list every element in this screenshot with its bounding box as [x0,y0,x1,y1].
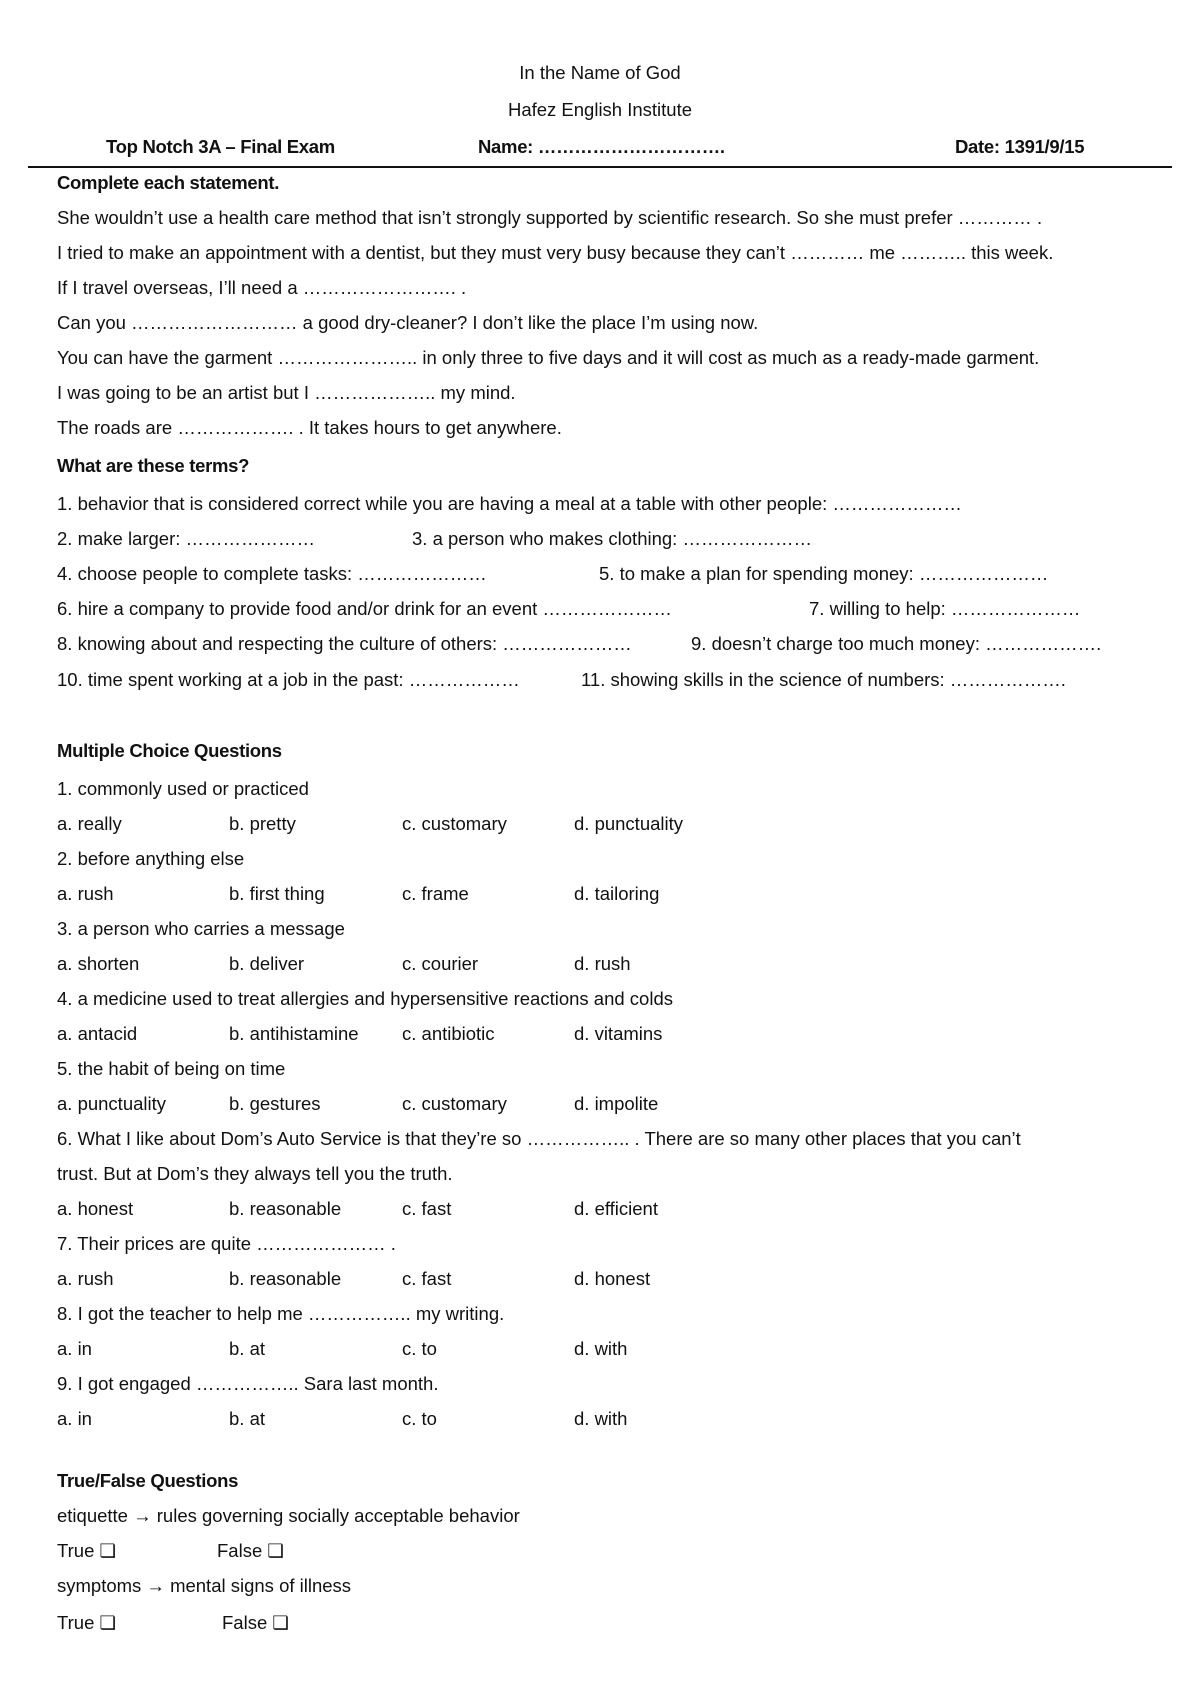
question-text: 6. What I like about Dom’s Auto Service is that they’re so …………….. . There are so many other places that you can’t [57,1128,1021,1149]
option-a: a. punctuality [57,1093,167,1114]
option-d: d. punctuality [574,813,684,834]
option-b: b. reasonable [229,1198,342,1219]
option-c: c. customary [402,1093,507,1114]
section-title-multiple-choice: Multiple Choice Questions [57,740,282,761]
option-c: c. to [402,1338,437,1359]
statement-item: I tried to make an appointment with a dentist, but they must very busy because they can’t ………… me ……….. this week. [57,242,1054,263]
question-text: 2. before anything else [57,848,245,869]
term-item: 11. showing skills in the science of numbers: ………………. [581,669,1066,690]
option-c: c. customary [402,813,507,834]
option-b: b. pretty [229,813,296,834]
option-b: b. antihistamine [229,1023,359,1044]
question-text-continued: trust. But at Dom’s they always tell you the truth. [57,1163,453,1184]
option-c: c. frame [402,883,469,904]
option-c: c. courier [402,953,479,974]
term-item: 5. to make a plan for spending money: ………………… [599,563,1049,584]
question-text: 4. a medicine used to treat allergies and hypersensitive reactions and colds [57,988,673,1009]
question-text: 9. I got engaged …………….. Sara last month. [57,1373,439,1394]
option-b: b. gestures [229,1093,321,1114]
term-item: 7. willing to help: ………………… [809,598,1081,619]
term-item: 8. knowing about and respecting the culture of others: ………………… [57,633,632,654]
option-b: b. reasonable [229,1268,342,1289]
course-title: Top Notch 3A – Final Exam [106,136,335,157]
option-a: a. antacid [57,1023,138,1044]
tf-statement: etiquette → rules governing socially acceptable behavior [57,1505,520,1526]
header-title: In the Name of God [519,62,681,83]
tf-statement: symptoms → mental signs of illness [57,1575,352,1596]
option-a: a. in [57,1338,92,1359]
option-c: c. to [402,1408,437,1429]
option-d: d. tailoring [574,883,660,904]
question-text: 8. I got the teacher to help me …………….. my writing. [57,1303,505,1324]
option-b: b. at [229,1338,265,1359]
header-institute: Hafez English Institute [507,99,693,120]
option-d: d. rush [574,953,631,974]
section-title-terms: What are these terms? [57,455,250,476]
term-item: 9. doesn’t charge too much money: ………………. [691,633,1102,654]
term-item: 2. make larger: ………………… [57,528,316,549]
section-title-complete: Complete each statement. [57,172,280,193]
option-c: c. antibiotic [402,1023,495,1044]
statement-item: If I travel overseas, I’ll need a ……………………. . [57,277,467,298]
date-label: Date: 1391/9/15 [955,136,1085,157]
question-text: 7. Their prices are quite ………………… . [57,1233,396,1254]
false-checkbox[interactable]: False ❏ [217,1540,284,1561]
option-a: a. shorten [57,953,140,974]
term-item: 1. behavior that is considered correct while you are having a meal at a table with other people: ………………… [57,493,962,514]
name-label: Name: …………………………. [478,136,725,157]
question-text: 3. a person who carries a message [57,918,345,939]
term-item: 3. a person who makes clothing: ………………… [412,528,812,549]
option-c: c. fast [402,1198,452,1219]
option-a: a. honest [57,1198,134,1219]
statement-item: Can you ……………………… a good dry-cleaner? I don’t like the place I’m using now. [57,312,759,333]
option-b: b. first thing [229,883,325,904]
option-d: d. with [574,1408,628,1429]
question-text: 5. the habit of being on time [57,1058,286,1079]
option-b: b. at [229,1408,265,1429]
section-title-true-false: True/False Questions [57,1470,239,1491]
option-a: a. rush [57,1268,114,1289]
statement-item: You can have the garment ………………….. in only three to five days and it will cost as much as a ready-made garment. [57,347,1040,368]
option-d: d. with [574,1338,628,1359]
option-b: b. deliver [229,953,305,974]
term-item: 4. choose people to complete tasks: ………………… [57,563,487,584]
option-a: a. rush [57,883,114,904]
statement-item: I was going to be an artist but I ……………….. my mind. [57,382,516,403]
option-c: c. fast [402,1268,452,1289]
false-checkbox[interactable]: False ❏ [222,1612,289,1633]
statement-item: The roads are ………………. . It takes hours to get anywhere. [57,417,562,438]
statement-item: She wouldn’t use a health care method that isn’t strongly supported by scientific research. So she must prefer ………… . [57,207,1043,228]
question-text: 1. commonly used or practiced [57,778,309,799]
header-divider [28,166,1172,168]
option-a: a. really [57,813,122,834]
option-d: d. efficient [574,1198,658,1219]
term-item: 10. time spent working at a job in the past: ……………… [57,669,520,690]
option-d: d. vitamins [574,1023,663,1044]
option-d: d. honest [574,1268,651,1289]
option-d: d. impolite [574,1093,659,1114]
true-checkbox[interactable]: True ❏ [57,1540,117,1561]
true-checkbox[interactable]: True ❏ [57,1612,117,1633]
term-item: 6. hire a company to provide food and/or drink for an event ………………… [57,598,672,619]
option-a: a. in [57,1408,92,1429]
